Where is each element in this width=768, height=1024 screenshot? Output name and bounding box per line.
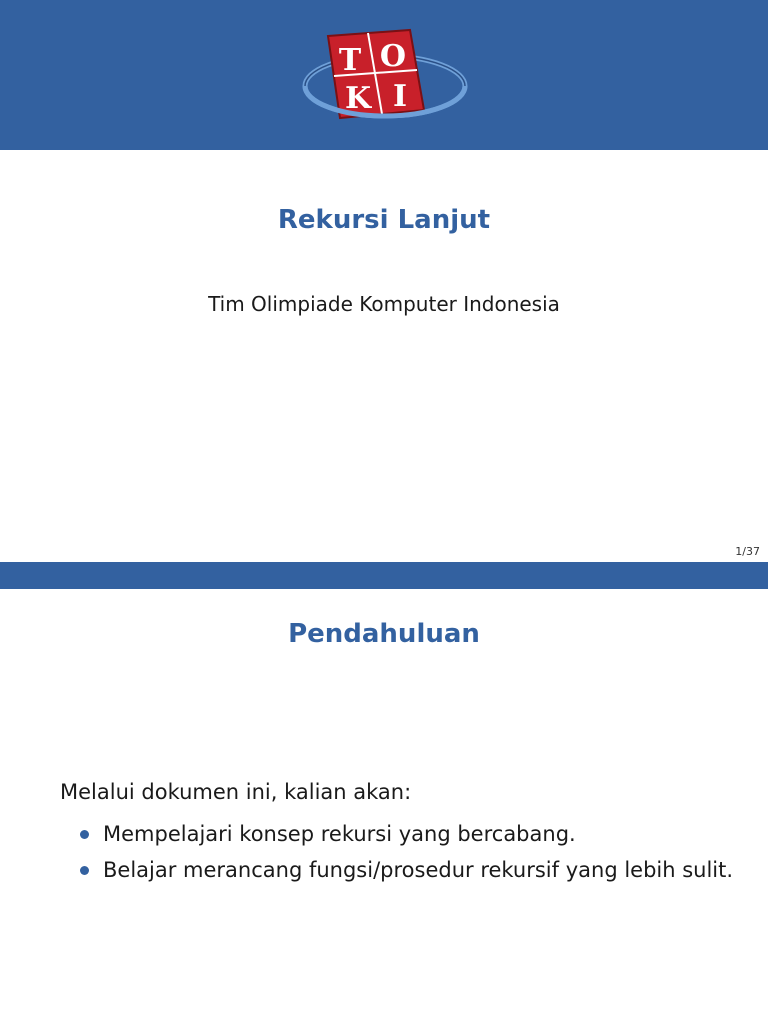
bullet-icon [80, 830, 89, 839]
list-item [80, 816, 733, 852]
logo-letter-k: K [344, 81, 372, 116]
header-bar [0, 562, 768, 589]
bullet-text: Belajar merancang fungsi/prosedur rekursif yang lebih sulit. [103, 858, 734, 882]
slide-title: Rekursi Lanjut [277, 205, 491, 235]
intro-slide [0, 562, 768, 1024]
header-bar [0, 0, 768, 150]
page-number: 1/37 [735, 545, 760, 558]
author-line: Tim Olimpiade Komputer Indonesia [208, 292, 560, 316]
logo-letter-t: T [338, 43, 362, 78]
list-item [80, 852, 733, 888]
bullet-list [80, 816, 733, 888]
logo-letter-i: I [392, 79, 408, 114]
bullet-text: Mempelajari konsep rekursi yang bercabang. [103, 822, 576, 846]
intro-text: Melalui dokumen ini, kalian akan: [60, 780, 412, 804]
logo-letter-o: O [379, 39, 407, 74]
bullet-icon [80, 866, 89, 875]
toki-logo-icon [300, 28, 470, 128]
slide-title: Pendahuluan [288, 619, 480, 649]
